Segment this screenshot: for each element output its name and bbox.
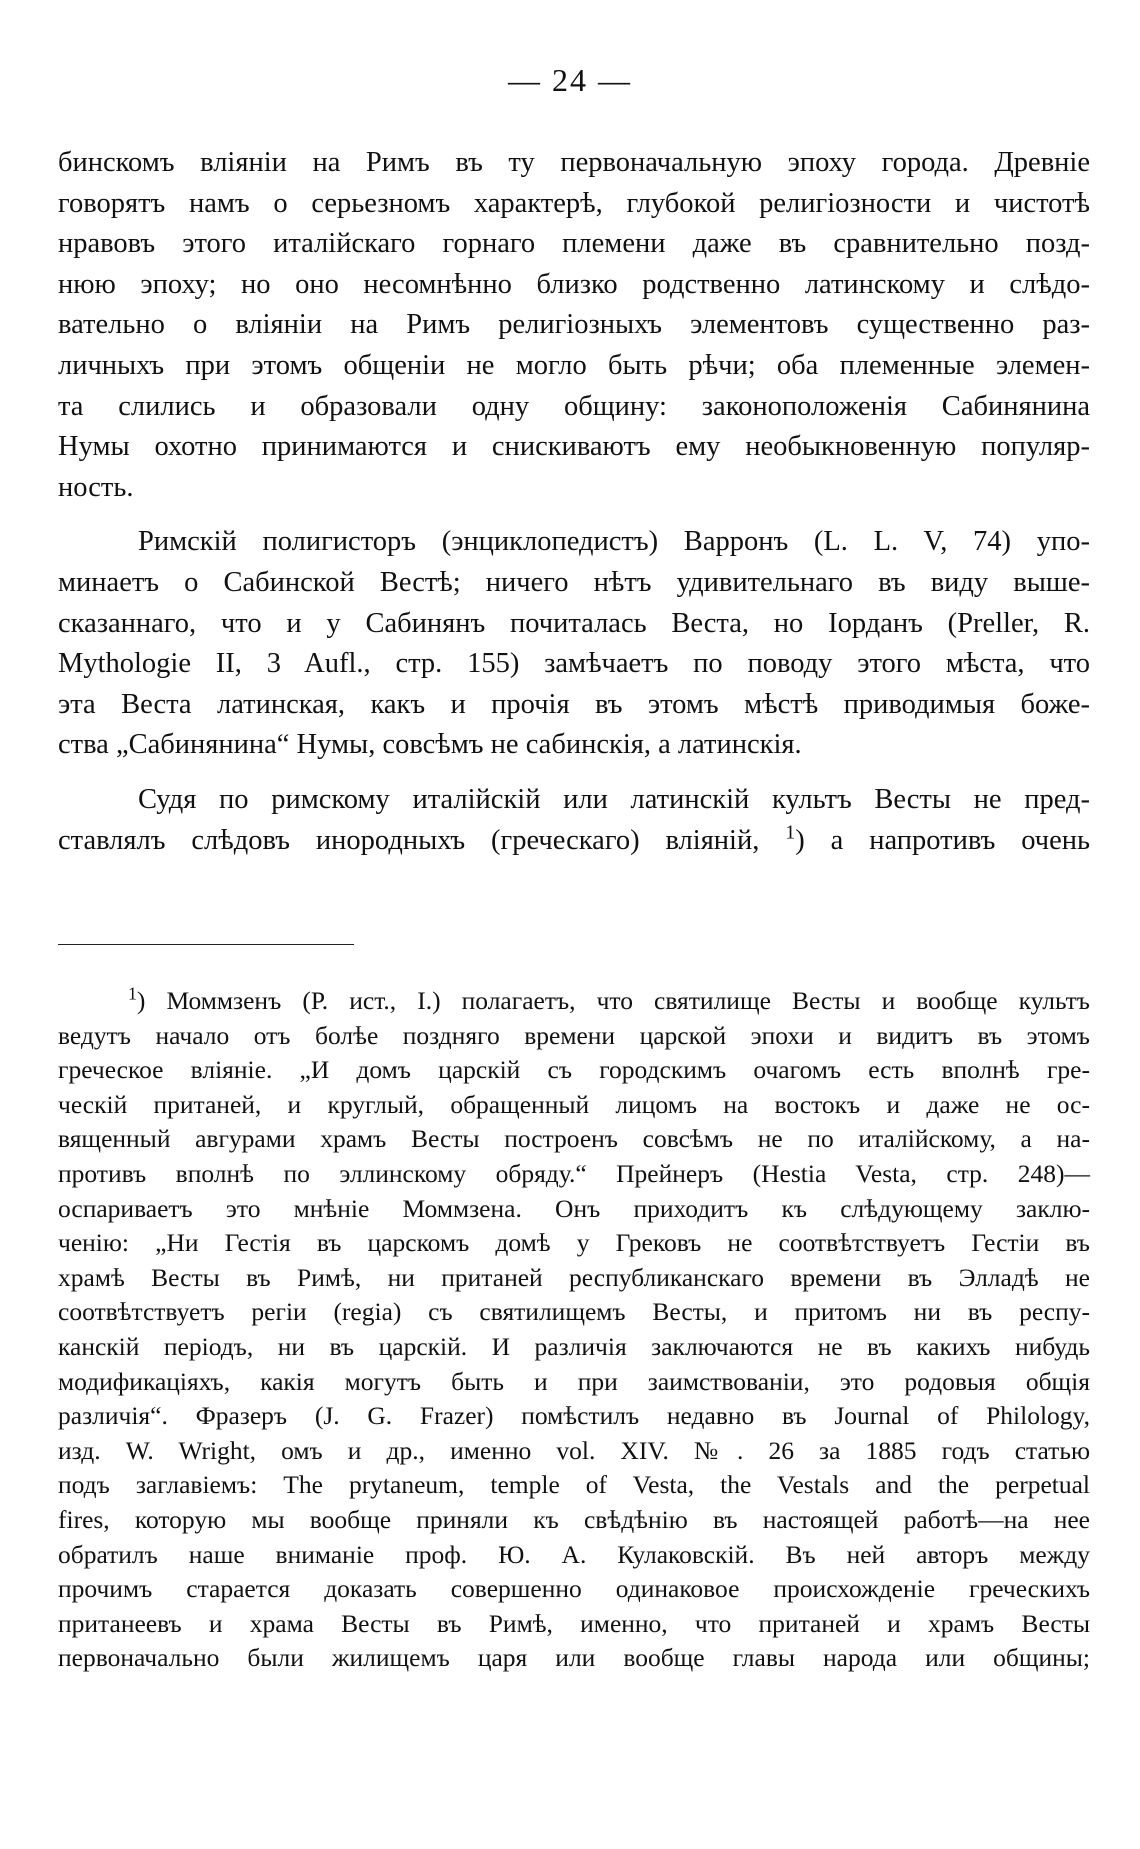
text-fragment: ) Моммзенъ (Р. ист., I.) полагаетъ, что святилище Весты и вообще культъ xyxy=(136,986,1090,1015)
footnote-line: пританеевъ и храма Весты въ Римѣ, именно, что пританей и храмъ Весты xyxy=(58,1608,1090,1638)
footnote-line: ческій пританей, и круглый, обращенный лицомъ на востокъ и даже не ос- xyxy=(58,1089,1090,1119)
footnote-separator xyxy=(58,944,354,945)
footnote-line: противъ вполнѣ по эллинскому обряду.“ Прейнеръ (Hestia Vesta, стр. 248)— xyxy=(58,1158,1090,1188)
footnote-line: соотвѣтствуетъ регіи (regia) съ святилищемъ Весты, и притомъ ни въ респу- xyxy=(58,1297,1090,1327)
footnote-mark: 1 xyxy=(128,983,137,1004)
text-fragment: ставлялъ слѣдовъ инородныхъ (греческаго) вліяній, xyxy=(58,824,760,856)
footnote-line: ченію: „Ни Гестія въ царскомъ домѣ у Грековъ не соотвѣтствуетъ Гестіи въ xyxy=(58,1228,1090,1258)
footnote-line: первоначально были жилищемъ царя или вообще главы народа или общины; xyxy=(58,1643,1090,1673)
page-number: — 24 — xyxy=(508,62,632,98)
footnote-reference: 1 xyxy=(785,821,796,843)
text-line: личныхъ при этомъ общеніи не могло быть рѣчи; оба племенные элемен- xyxy=(58,349,1090,381)
footnote-line xyxy=(58,984,1090,1019)
footnote-line: вященный авгурами храмъ Весты построенъ совсѣмъ не по италійскому, а на- xyxy=(58,1124,1090,1154)
footnote-line: ведутъ начало отъ болѣе поздняго времени царской эпохи и видитъ въ этомъ xyxy=(58,1020,1090,1050)
text-fragment: ) а напротивъ очень xyxy=(795,824,1090,856)
footnote-line: обратилъ наше вниманіе проф. Ю. А. Кулаковскій. Въ ней авторъ между xyxy=(58,1539,1090,1569)
footnote-line: канскій періодъ, ни въ царскій. И различія заключаются не въ какихъ нибудь xyxy=(58,1331,1090,1361)
text-line: сказаннаго, что и у Сабинянъ почиталась Веста, но Іорданъ (Preller, R. xyxy=(58,607,1090,639)
footnote-line: оспариваетъ это мнѣніе Моммзена. Онъ приходитъ къ слѣдующему заклю- xyxy=(58,1193,1090,1223)
footnote-line: модификаціяхъ, какія могутъ быть и при заимствованіи, это родовыя общія xyxy=(58,1366,1090,1396)
footnote-line: изд. W. Wright, омъ и др., именно vol. XIV. №. 26 за 1885 годъ статью xyxy=(58,1435,1090,1465)
text-line: ность. xyxy=(58,471,134,503)
text-line: говорятъ намъ о серьезномъ характерѣ, глубокой религіозности и чистотѣ xyxy=(58,187,1090,219)
footnote-line: греческое вліяніе. „И домъ царскій съ городскимъ очагомъ есть вполнѣ гре- xyxy=(58,1055,1090,1085)
text-line: Mythologie II, 3 Aufl., стр. 155) замѣчаетъ по поводу этого мѣста, что xyxy=(58,648,1090,680)
paragraph-gap xyxy=(58,508,1090,522)
text-line-with-footnote-ref xyxy=(58,821,1090,862)
text-line: нюю эпоху; но оно несомнѣнно близко родственно латинскому и слѣдо- xyxy=(58,268,1090,300)
text-line: ства „Сабинянина“ Нумы, совсѣмъ не сабинскія, а латинскія. xyxy=(58,729,802,761)
paragraph-gap xyxy=(58,766,1090,780)
main-text xyxy=(58,143,1090,861)
text-line: Судя по римскому италійскій или латинскій культъ Весты не пред- xyxy=(138,783,1090,815)
footnote-line: прочимъ старается доказать совершенно одинаковое происхожденіе греческихъ xyxy=(58,1574,1090,1604)
text-line: вательно о вліяніи на Римъ религіозныхъ элементовъ существенно раз- xyxy=(58,309,1090,341)
footnote-line: fires, которую мы вообще приняли къ свѣдѣнію въ настоящей работѣ—на нее xyxy=(58,1504,1090,1534)
footnote-line: различія“. Фразеръ (J. G. Frazer) помѣстилъ недавно въ Journal of Philology, xyxy=(58,1401,1090,1431)
footnotes xyxy=(58,984,1090,1676)
text-line: минаетъ о Сабинской Вестѣ; ничего нѣтъ удивительнаго въ виду выше- xyxy=(58,566,1090,598)
text-line: та слились и образовали одну общину: законоположенія Сабинянина xyxy=(58,390,1090,422)
text-line: Нумы охотно принимаются и снискиваютъ ему необыкновенную популяр- xyxy=(58,431,1090,463)
footnote-line: подъ заглавіемъ: The prytaneum, temple of Vesta, the Vestals and the perpetual xyxy=(58,1470,1090,1500)
footnote-line: храмѣ Весты въ Римѣ, ни пританей республиканскаго времени въ Элладѣ не xyxy=(58,1262,1090,1292)
text-line: нравовъ этого италійскаго горнаго племени даже въ сравнительно позд- xyxy=(58,228,1090,260)
text-line: бинскомъ вліяніи на Римъ въ ту первоначальную эпоху города. Древніе xyxy=(58,147,1090,178)
text-line: эта Веста латинская, какъ и прочія въ этомъ мѣстѣ приводимыя боже- xyxy=(58,688,1090,720)
text-line: Римскій полигисторъ (энциклопедистъ) Варронъ (L. L. V, 74) упо- xyxy=(138,526,1090,558)
